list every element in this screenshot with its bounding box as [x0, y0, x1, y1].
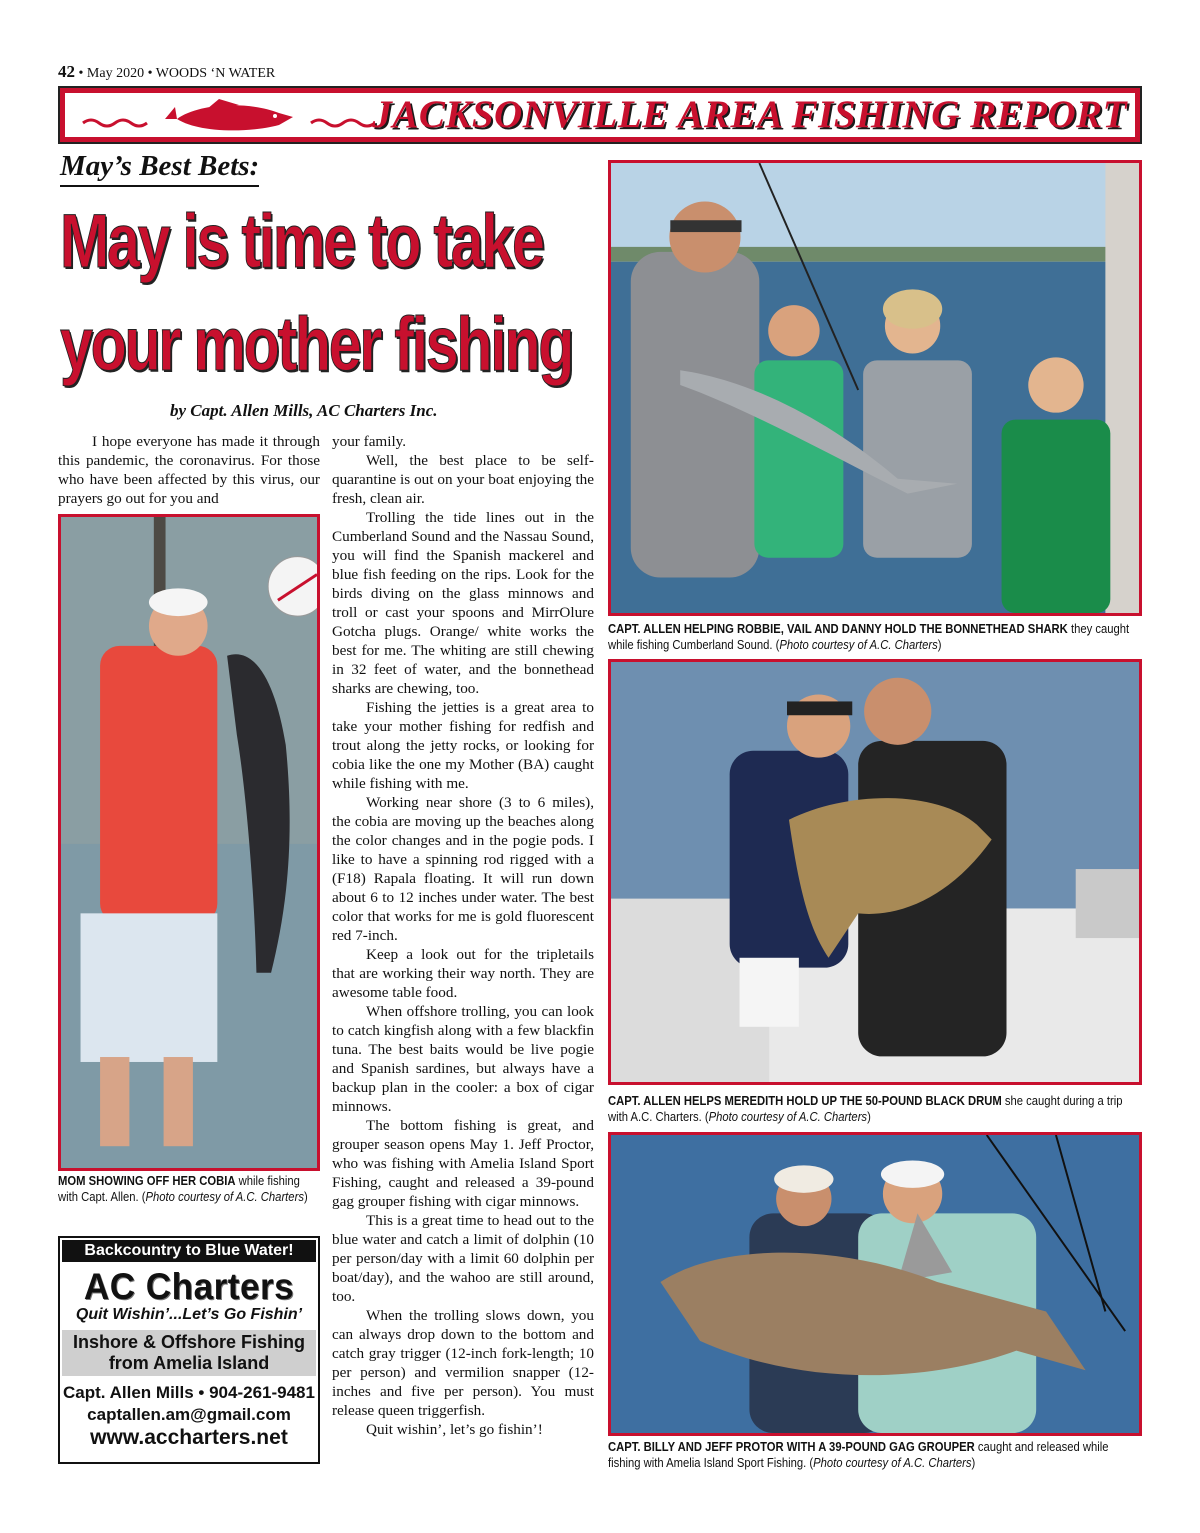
- ad-contact: Capt. Allen Mills • 904-261-9481: [63, 1383, 315, 1402]
- caption-grouper: CAPT. BILLY AND JEFF PROTOR WITH A 39-POUND GAG GROUPER caught and released while fishing with Amelia Island Sport Fishing. (Photo courtesy of A.C. Charters): [608, 1440, 1109, 1470]
- caption-cobia: MOM SHOWING OFF HER COBIA while fishing with Capt. Allen. (Photo courtesy of A.C. Charters): [58, 1174, 308, 1204]
- page-folio: [58, 62, 275, 82]
- ad-slogan: Quit Wishin’...Let’s Go Fishin’: [75, 1306, 303, 1323]
- caption-shark: CAPT. ALLEN HELPING ROBBIE, VAIL AND DANNY HOLD THE BONNETHEAD SHARK they caught while fishing Cumberland Sound. (Photo courtesy of A.C. Charters): [608, 622, 1130, 652]
- photo-bonnethead-shark: [608, 160, 1142, 616]
- ad-business-name: AC Charters: [83, 1266, 295, 1307]
- article-paragraph: Quit wishin’, let’s go fishin’!: [366, 1421, 543, 1438]
- page-number: 42: [58, 62, 75, 81]
- headline-line-2: your mother fishing: [60, 302, 573, 387]
- ac-charters-ad: [58, 1236, 320, 1464]
- fish-logo-icon: [79, 99, 389, 137]
- article-column-2: [332, 432, 594, 1439]
- article-paragraph: Keep a look out for the tripletails that are working their way north. They are awesome table food.: [332, 946, 594, 1001]
- banner-title: JACKSONVILLE AREA FISHING REPORT: [372, 93, 1127, 136]
- article-paragraph: When the trolling slows down, you can always drop down to the bottom and catch gray trigger (12-inch fork-length; 10 per person) and vermilion snapper (12-inches and five per person). You must release queen triggerfish.: [332, 1307, 594, 1419]
- byline: by Capt. Allen Mills, AC Charters Inc.: [170, 401, 438, 420]
- photo-black-drum: [608, 659, 1142, 1085]
- article-paragraph: When offshore trolling, you can look to catch kingfish along with a few blackfin tuna. The best baits would be live pogie and Spanish sardines, but always have a backup plan in the cooler: a box of cigar minnows.: [332, 1003, 594, 1115]
- article-paragraph: your family.: [332, 433, 407, 450]
- article-paragraph: I hope everyone has made it through this pandemic, the coronavirus. For those who have been affected by this virus, our prayers go out for you and: [58, 433, 320, 507]
- article-column-1: [58, 432, 320, 508]
- ad-tagline: Backcountry to Blue Water!: [62, 1240, 316, 1262]
- photo-gag-grouper: [608, 1132, 1142, 1436]
- headline: [60, 190, 573, 396]
- issue-info: • May 2020 • WOODS ‘N WATER: [75, 66, 276, 81]
- article-paragraph: Working near shore (3 to 6 miles), the cobia are moving up the beaches along the color changes and in the pogie pods. I like to have a spinning rod rigged with a (F18) Rapala floating. It will run down about 6 to 12 inches under water. The best color that works for me is gold fluorescent red 7-inch.: [332, 794, 594, 944]
- caption-drum: CAPT. ALLEN HELPS MEREDITH HOLD UP THE 50-POUND BLACK DRUM she caught during a trip with A.C. Charters. (Photo courtesy of A.C. Charters): [608, 1094, 1123, 1124]
- kicker: May’s Best Bets:: [60, 150, 259, 187]
- article-paragraph: This is a great time to head out to the blue water and catch a limit of dolphin (10 per person/day with a limit 60 dolphin per boat/day), and the wahoo are still around, too.: [332, 1212, 594, 1305]
- article-paragraph: Trolling the tide lines out in the Cumberland Sound and the Nassau Sound, you will find the Spanish mackerel and blue fish feeding on the rips. Look for the birds diving on the glass minnows and troll or cast your spoons and MirrOlure Gotcha plugs. Orange/ white works the best for me. The whiting are still chewing in 32 feet of water, and the bonnethead sharks are chewing, too.: [332, 509, 594, 697]
- article-paragraph: The bottom fishing is great, and grouper season opens May 1. Jeff Proctor, who was fishing with Amelia Island Sport Fishing, caught and released a 39-pound gag grouper fishing with cigar minnows.: [332, 1117, 594, 1210]
- article-paragraph: Fishing the jetties is a great area to take your mother fishing for redfish and trout along the jetty rocks, or looking for cobia like the one my Mother (BA) caught while fishing with me.: [332, 699, 594, 792]
- ad-services: Inshore & Offshore Fishing from Amelia Island: [62, 1330, 316, 1376]
- ad-website-link[interactable]: www.accharters.net: [90, 1426, 288, 1449]
- ad-email[interactable]: captallen.am@gmail.com: [87, 1405, 291, 1424]
- photo-cobia: [58, 514, 320, 1171]
- article-paragraph: Well, the best place to be self-quarantine is out on your boat enjoying the fresh, clean air.: [332, 452, 594, 507]
- section-banner: [58, 86, 1142, 144]
- headline-line-1: May is time to take: [60, 199, 543, 284]
